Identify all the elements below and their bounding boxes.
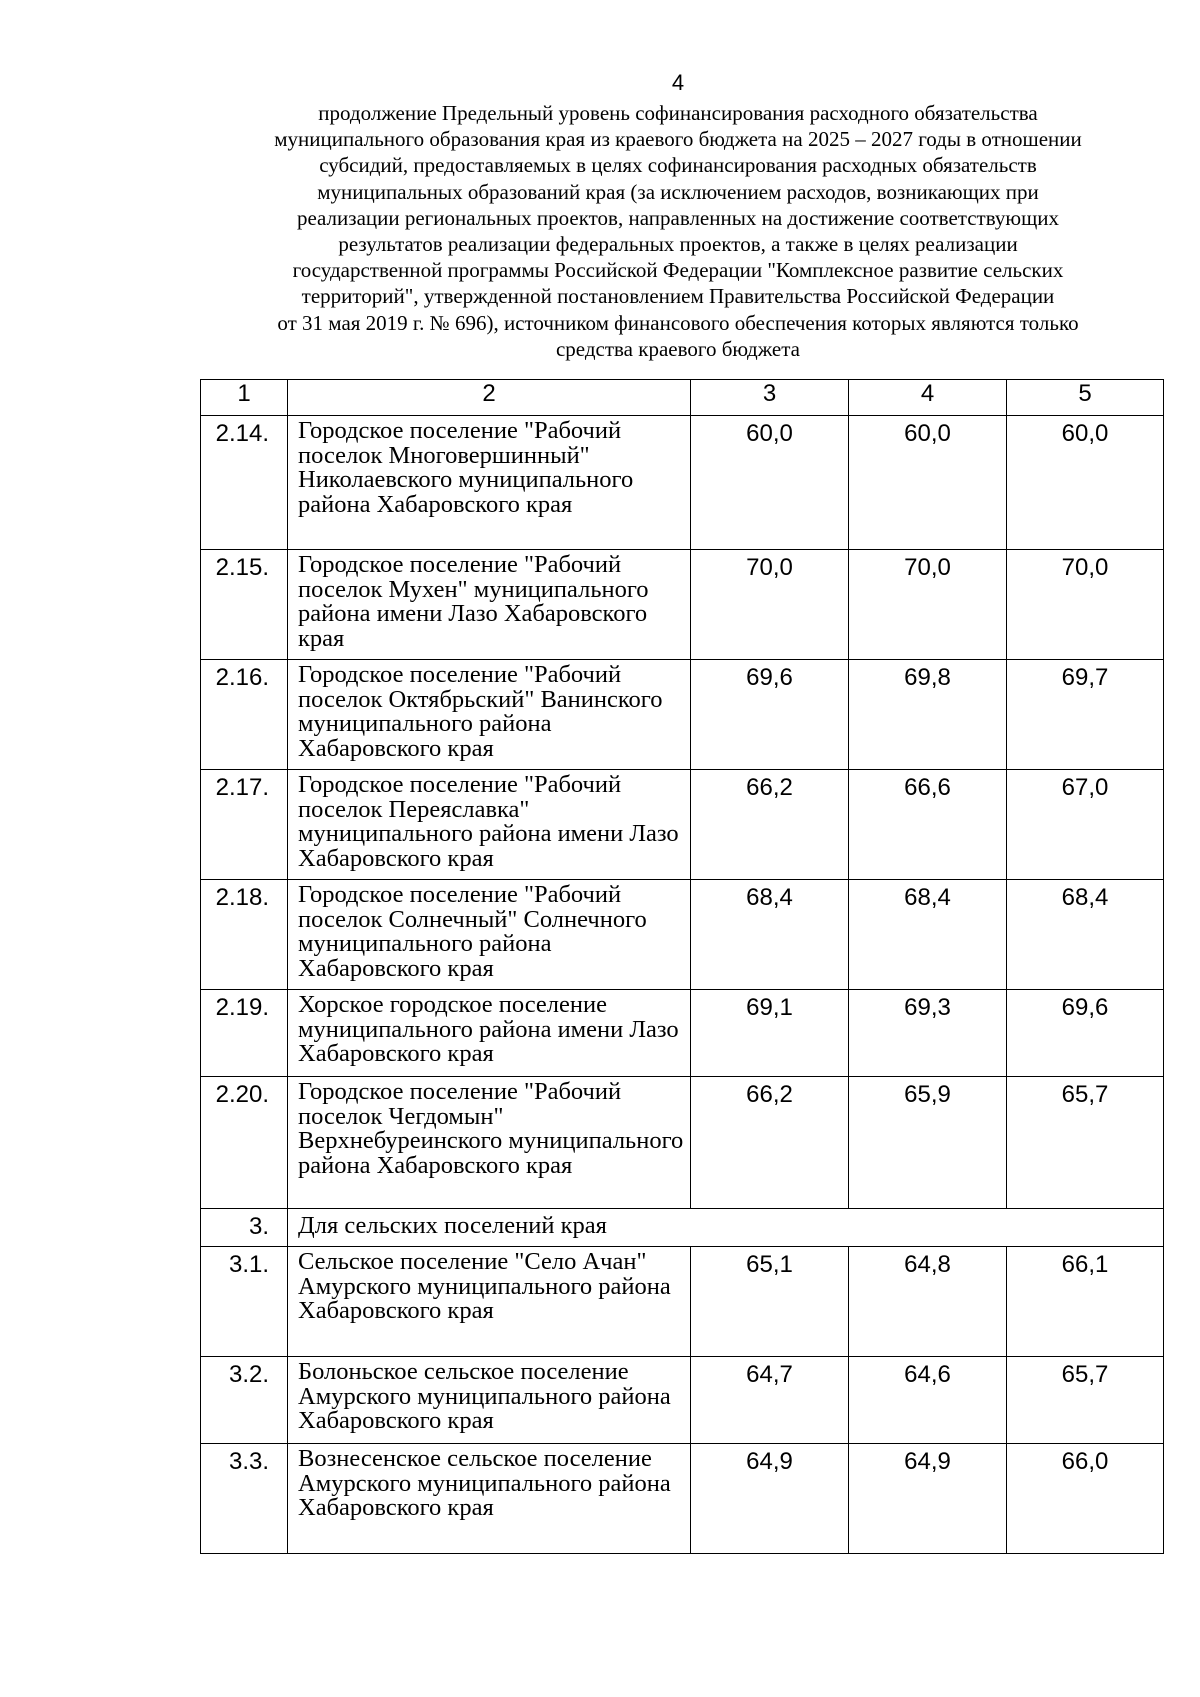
settlement-name: Городское поселение "Рабочий поселок Чегдомын" Верхнебуреинского муниципального района Хабаровского края xyxy=(288,1077,691,1209)
table-row xyxy=(201,416,1164,550)
row-number: 2.20. xyxy=(201,1077,288,1209)
table-header-row xyxy=(201,380,1164,416)
heading-line: муниципального образования края из краевого бюджета на 2025 – 2027 годы в отношении xyxy=(274,127,1082,152)
column-header: 3 xyxy=(691,380,849,416)
settlement-name: Городское поселение "Рабочий поселок Переяславка" муниципального района имени Лазо Хабаровского края xyxy=(288,770,691,880)
value-cell: 67,0 xyxy=(1007,770,1164,880)
value-cell: 60,0 xyxy=(691,416,849,550)
row-number: 3.3. xyxy=(201,1444,288,1554)
table-row xyxy=(201,770,1164,880)
row-number: 3.1. xyxy=(201,1247,288,1357)
value-cell: 69,8 xyxy=(849,660,1007,770)
value-cell: 64,7 xyxy=(691,1357,849,1444)
row-number: 2.18. xyxy=(201,880,288,990)
settlement-name: Болоньское сельское поселение Амурского муниципального района Хабаровского края xyxy=(288,1357,691,1444)
value-cell: 68,4 xyxy=(1007,880,1164,990)
settlement-name: Хорское городское поселение муниципального района имени Лазо Хабаровского края xyxy=(288,990,691,1077)
value-cell: 69,7 xyxy=(1007,660,1164,770)
settlement-name: Городское поселение "Рабочий поселок Октябрьский" Ванинского муниципального района Хабаровского края xyxy=(288,660,691,770)
section-row xyxy=(201,1209,1164,1247)
value-cell: 68,4 xyxy=(691,880,849,990)
column-header: 2 xyxy=(288,380,691,416)
heading-line: продолжение Предельный уровень софинансирования расходного обязательства xyxy=(318,101,1038,125)
settlement-name: Сельское поселение "Село Ачан" Амурского муниципального района Хабаровского края xyxy=(288,1247,691,1357)
value-cell: 66,0 xyxy=(1007,1444,1164,1554)
table-row xyxy=(201,1247,1164,1357)
heading-line: государственной программы Российской Федерации "Комплексное развитие сельских xyxy=(292,258,1064,283)
value-cell: 69,3 xyxy=(849,990,1007,1077)
settlement-name: Городское поселение "Рабочий поселок Солнечный" Солнечного муниципального района Хабаровского края xyxy=(288,880,691,990)
value-cell: 65,7 xyxy=(1007,1357,1164,1444)
subsidy-table xyxy=(200,379,1164,1554)
value-cell: 70,0 xyxy=(1007,550,1164,660)
value-cell: 64,8 xyxy=(849,1247,1007,1357)
table-row xyxy=(201,990,1164,1077)
value-cell: 70,0 xyxy=(849,550,1007,660)
column-header: 1 xyxy=(201,380,288,416)
value-cell: 66,6 xyxy=(849,770,1007,880)
heading-line: реализации региональных проектов, направленных на достижение соответствующих xyxy=(296,205,1060,230)
row-number: 2.15. xyxy=(201,550,288,660)
table-row xyxy=(201,1077,1164,1209)
value-cell: 68,4 xyxy=(849,880,1007,990)
column-header: 4 xyxy=(849,380,1007,416)
value-cell: 60,0 xyxy=(849,416,1007,550)
value-cell: 65,7 xyxy=(1007,1077,1164,1209)
heading-line: территорий", утвержденной постановлением Правительства Российской Федерации xyxy=(301,284,1055,309)
table-row xyxy=(201,1444,1164,1554)
page-number: 4 xyxy=(671,70,685,95)
value-cell: 65,9 xyxy=(849,1077,1007,1209)
row-number: 2.17. xyxy=(201,770,288,880)
value-cell: 66,2 xyxy=(691,1077,849,1209)
document-heading xyxy=(190,100,1166,362)
heading-line: от 31 мая 2019 г. № 696), источником финансового обеспечения которых являются только xyxy=(277,310,1079,335)
heading-line: результатов реализации федеральных проектов, а также в целях реализации xyxy=(338,232,1018,257)
value-cell: 70,0 xyxy=(691,550,849,660)
value-cell: 66,2 xyxy=(691,770,849,880)
settlement-name: Городское поселение "Рабочий поселок Многовершинный" Николаевского муниципального района Хабаровского края xyxy=(288,416,691,550)
table-row xyxy=(201,1357,1164,1444)
row-number: 2.14. xyxy=(201,416,288,550)
value-cell: 64,6 xyxy=(849,1357,1007,1444)
column-header: 5 xyxy=(1007,380,1164,416)
heading-line: субсидий, предоставляемых в целях софинансирования расходных обязательств xyxy=(319,153,1037,178)
value-cell: 69,1 xyxy=(691,990,849,1077)
value-cell: 64,9 xyxy=(691,1444,849,1554)
table-row xyxy=(201,550,1164,660)
value-cell: 64,9 xyxy=(849,1444,1007,1554)
value-cell: 66,1 xyxy=(1007,1247,1164,1357)
heading-line: средства краевого бюджета xyxy=(555,336,800,361)
section-title: Для сельских поселений края xyxy=(288,1209,1164,1247)
row-number: 2.16. xyxy=(201,660,288,770)
settlement-name: Городское поселение "Рабочий поселок Мухен" муниципального района имени Лазо Хабаровского края xyxy=(288,550,691,660)
row-number: 3.2. xyxy=(201,1357,288,1444)
table-row xyxy=(201,880,1164,990)
value-cell: 65,1 xyxy=(691,1247,849,1357)
value-cell: 69,6 xyxy=(691,660,849,770)
table-row xyxy=(201,660,1164,770)
row-number: 2.19. xyxy=(201,990,288,1077)
section-number: 3. xyxy=(201,1209,288,1247)
value-cell: 60,0 xyxy=(1007,416,1164,550)
value-cell: 69,6 xyxy=(1007,990,1164,1077)
settlement-name: Вознесенское сельское поселение Амурского муниципального района Хабаровского края xyxy=(288,1444,691,1554)
heading-line: муниципальных образований края (за исключением расходов, возникающих при xyxy=(317,179,1039,204)
